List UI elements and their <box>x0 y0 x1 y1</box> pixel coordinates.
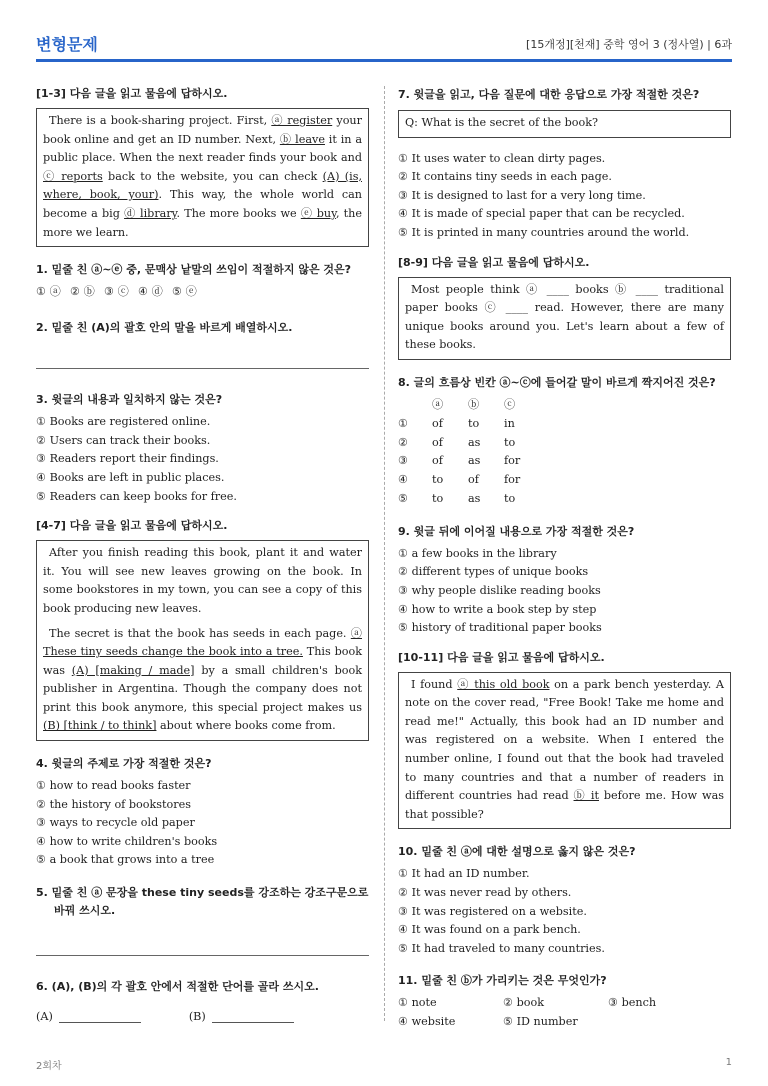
section-heading-10-11: [10-11] 다음 글을 읽고 물음에 답하시오. <box>398 650 605 664</box>
answer-b-label: (B) <box>188 1010 206 1024</box>
question-4-options <box>36 777 369 870</box>
option[interactable]: ③ ways to recycle old paper <box>36 816 195 830</box>
option[interactable]: ⑤ ⓔ <box>172 285 197 299</box>
page-header <box>36 32 732 62</box>
option[interactable]: ④ how to write children's books <box>36 834 218 848</box>
question-11-options-row-1 <box>398 994 731 1013</box>
question-6: 6. (A), (B)의 각 괄호 안에서 적절한 단어를 골라 쓰시오. <box>36 980 319 994</box>
footer-page-number: 1 <box>725 1057 732 1068</box>
option[interactable]: ① <box>398 416 409 430</box>
column-divider <box>384 86 385 1021</box>
question-3-options <box>36 413 369 506</box>
question-7: 7. 윗글을 읽고, 다음 질문에 대한 응답으로 가장 적절한 것은? <box>398 88 700 101</box>
question-1-options <box>36 283 369 301</box>
passage-2-para-2: The secret is that the book has seeds in each page. ⓐ These tiny seeds change the book into a tree. This book was (A) [making / made] by a small children's book publisher in Argentina. Though the company does not print this book anymore, this special project makes us (B) [think / to think] about where books come from. <box>43 626 362 733</box>
answer-line-2[interactable] <box>36 367 369 369</box>
question-2: 2. 밑줄 친 (A)의 괄호 안의 말을 바르게 배열하시오. <box>36 321 293 335</box>
answer-b-blank[interactable] <box>212 1010 294 1023</box>
option[interactable]: ④ how to write a book step by step <box>398 602 597 616</box>
question-7-box: Q: What is the secret of the book? <box>398 110 731 138</box>
question-9: 9. 윗글 뒤에 이어질 내용으로 가장 적절한 것은? <box>398 524 635 538</box>
passage-3: Most people think ⓐ ____ books ⓑ ____ traditional paper books ⓒ ____ read. However, there are many unique books around you. Let's learn about a few of these books. <box>398 277 731 360</box>
option[interactable]: ④ <box>398 473 409 487</box>
option[interactable]: ② Users can track their books. <box>36 433 211 447</box>
option[interactable]: ③ It is designed to last for a very long time. <box>398 188 646 202</box>
option[interactable]: ③ It was registered on a website. <box>398 904 587 918</box>
option[interactable]: ② book <box>503 996 544 1010</box>
option[interactable]: ⑤ a book that grows into a tree <box>36 853 215 867</box>
option[interactable]: ③ bench <box>608 996 657 1010</box>
page-title: 변형문제 <box>36 35 98 54</box>
option[interactable]: ② It contains tiny seeds in each page. <box>398 170 612 184</box>
question-9-options <box>398 545 731 638</box>
footer-round: 2회차 <box>36 1061 62 1072</box>
course-info: [15개정][천재] 중학 영어 3 (정사열) | 6과 <box>526 38 732 51</box>
right-column <box>398 86 731 1032</box>
question-4: 4. 윗글의 주제로 가장 적절한 것은? <box>36 757 212 771</box>
option[interactable]: ⑤ It had traveled to many countries. <box>398 941 605 955</box>
option[interactable]: ④ It is made of special paper that can be recycled. <box>398 207 685 221</box>
option[interactable]: ④ ⓓ <box>138 285 163 299</box>
section-heading-4-7: [4-7] 다음 글을 읽고 물음에 답하시오. <box>36 519 228 533</box>
option[interactable]: ② It was never read by others. <box>398 886 572 900</box>
option[interactable]: ① It uses water to clean dirty pages. <box>398 151 606 165</box>
option[interactable]: ④ website <box>398 1015 456 1028</box>
question-6-answers <box>36 1010 369 1023</box>
option[interactable]: ③ why people dislike reading books <box>398 583 601 597</box>
option[interactable]: ⑤ <box>398 491 409 505</box>
option[interactable]: ① note <box>398 996 437 1010</box>
answer-line-5[interactable] <box>36 954 369 956</box>
option[interactable]: ① a few books in the library <box>398 546 557 560</box>
option[interactable]: ① ⓐ <box>36 285 61 299</box>
option[interactable]: ⑤ Readers can keep books for free. <box>36 489 237 503</box>
option[interactable]: ① how to read books faster <box>36 779 191 793</box>
option[interactable]: ③ <box>398 454 409 468</box>
question-8: 8. 글의 흐름상 빈칸 ⓐ~ⓒ에 들어갈 말이 바르게 짝지어진 것은? <box>398 375 716 389</box>
question-10: 10. 밑줄 친 ⓐ에 대한 설명으로 옳지 않은 것은? <box>398 845 636 859</box>
answer-a-blank[interactable] <box>59 1010 141 1023</box>
question-10-options <box>398 865 731 958</box>
option[interactable]: ⑤ ID number <box>503 1015 578 1028</box>
passage-4: I found ⓐ this old book on a park bench yesterday. A note on the cover read, "Free Book! Take me home and read me!" Actually, this book had an ID number and was registered on a website. When I entered the number online, I found out that the book had traveled to many countries and that a number of readers in different countries had read ⓑ it before me. How was that possible? <box>398 672 731 830</box>
passage-1: There is a book-sharing project. First, ⓐ register your book online and get an ID number. Next, ⓑ leave it in a public place. When the next reader finds your book and ⓒ reports back to the website, you can check (A) (is, where, book, your). This way, the whole world can become a big ⓓ library. The more books we ⓔ buy, the more we learn. <box>36 108 369 247</box>
option[interactable]: ② the history of bookstores <box>36 797 191 811</box>
passage-2-para-1: After you finish reading this book, plant it and water it. You will see new leaves growing on the book. In some bookstores in my town, you can see a copy of this book producing new leaves. <box>43 546 362 615</box>
option[interactable]: ② different types of unique books <box>398 565 589 579</box>
question-8-table: ⓐ ⓑ ⓒ ① of to in ② of as to ③ of as for ④ to of for ⑤ to as to <box>398 396 731 509</box>
section-heading-1-3: [1-3] 다음 글을 읽고 물음에 답하시오. <box>36 87 228 100</box>
passage-2 <box>36 540 369 741</box>
section-heading-8-9: [8-9] 다음 글을 읽고 물음에 답하시오. <box>398 255 590 269</box>
option[interactable]: ③ ⓒ <box>104 285 129 299</box>
option[interactable]: ④ It was found on a park bench. <box>398 923 581 937</box>
question-11: 11. 밑줄 친 ⓑ가 가리키는 것은 무엇인가? <box>398 974 607 988</box>
question-5: 5. 밑줄 친 ⓐ 문장을 these tiny seeds를 강조하는 강조구문으로 <box>36 886 369 900</box>
option[interactable]: ① It had an ID number. <box>398 867 530 881</box>
option[interactable]: ③ Readers report their findings. <box>36 452 219 466</box>
option[interactable]: ④ Books are left in public places. <box>36 470 225 484</box>
question-1: 1. 밑줄 친 ⓐ~ⓔ 중, 문맥상 낱말의 쓰임이 적절하지 않은 것은? <box>36 263 352 277</box>
option[interactable]: ② ⓑ <box>70 285 95 299</box>
left-column <box>36 86 369 1023</box>
question-3: 3. 윗글의 내용과 일치하지 않는 것은? <box>36 393 223 407</box>
question-5-cont: 바꿔 쓰시오. <box>54 904 116 918</box>
question-7-options <box>398 150 731 243</box>
option[interactable]: ⑤ history of traditional paper books <box>398 621 602 635</box>
question-11-options-row-2 <box>398 1013 731 1032</box>
header-rule <box>36 59 732 62</box>
option[interactable]: ⑤ It is printed in many countries around the world. <box>398 225 690 239</box>
option[interactable]: ① Books are registered online. <box>36 415 211 429</box>
answer-a-label: (A) <box>36 1010 53 1024</box>
option[interactable]: ② <box>398 435 409 449</box>
